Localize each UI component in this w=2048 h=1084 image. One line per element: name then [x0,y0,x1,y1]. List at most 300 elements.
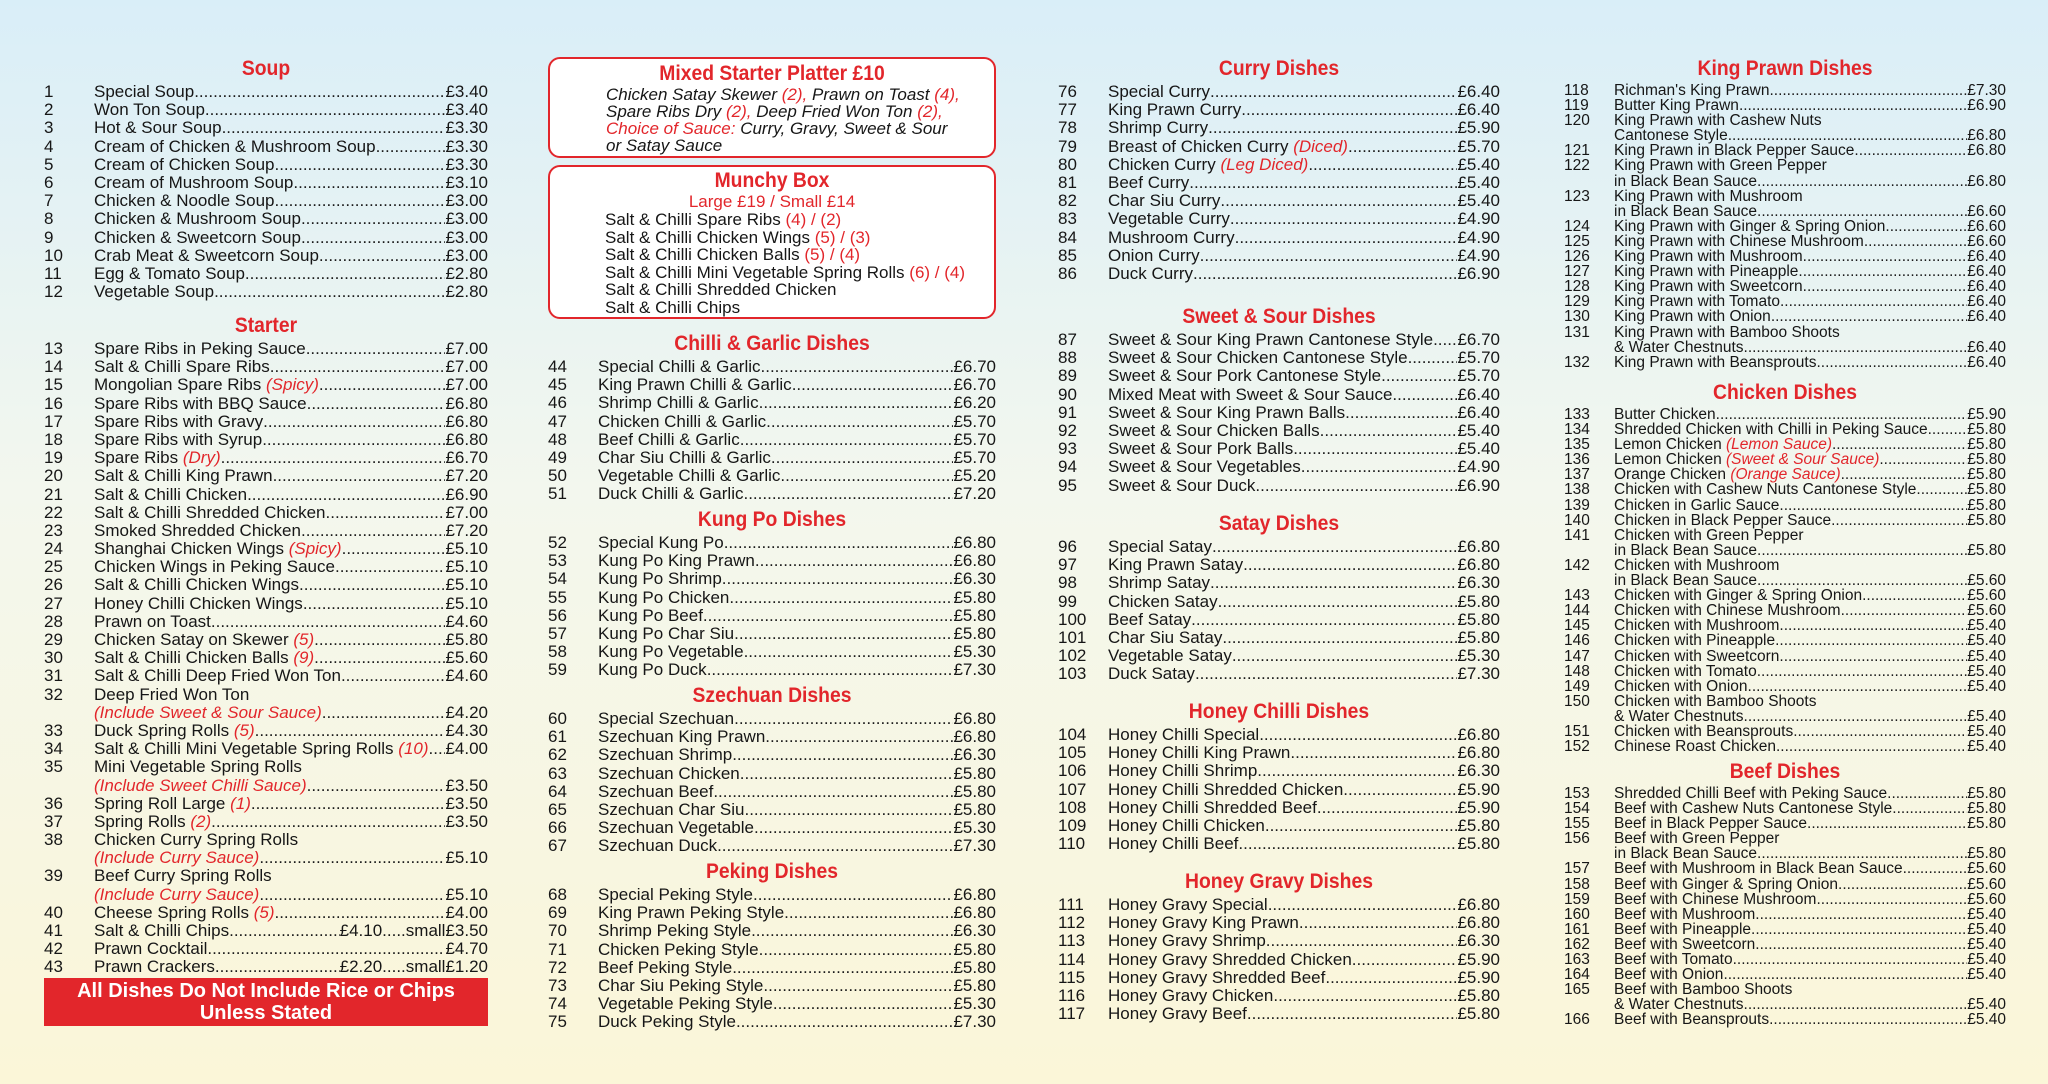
item-line [1108,404,1500,422]
item-line [94,740,488,758]
item-name: Salt & Chilli Spare Ribs [94,357,270,377]
menu-item [44,486,488,504]
item-name: Salt & Chilli Chicken [94,484,248,504]
item-line [1108,611,1500,629]
item-number: 145 [1564,617,1590,635]
menu-item [548,485,996,503]
item-body [598,661,996,679]
item-line [1614,618,2006,633]
item-line [94,247,488,265]
item-number: 138 [1564,481,1590,499]
item-name: Mushroom Curry [1108,227,1235,247]
item-line [94,210,488,228]
item-number: 113 [1058,931,1086,951]
item-price: £5.10 [445,884,488,904]
dot-leader [255,722,446,740]
item-line [1614,309,2006,324]
item-price: £5.10 [445,557,488,577]
item-line [1108,138,1500,156]
item-price: £5.40 [1457,191,1500,211]
item-number: 36 [44,793,63,813]
item-number: 126 [1564,248,1590,266]
item-price: £5.60 [1967,875,2006,893]
item-line [1614,98,2006,113]
item-number: 90 [1058,384,1077,404]
menu-item [1058,440,1500,458]
item-body [1108,422,1500,440]
item-body [1614,513,2006,528]
item-price: £5.80 [1967,845,2006,863]
item-body [1614,309,2006,324]
dot-leader [1916,482,1967,497]
section-title-beef: Beef Dishes [1729,760,1841,783]
dot-leader [194,83,445,101]
item-line [1108,951,1500,969]
dot-leader [1864,234,1967,249]
item-line [1108,799,1500,817]
item-price: £5.80 [953,799,996,819]
item-body [1614,831,2006,861]
item-line [598,922,996,940]
item-body [598,922,996,940]
item-name: Chicken in Black Pepper Sauce [1614,511,1832,529]
menu-item [44,119,488,137]
item-body [598,358,996,376]
dot-leader [1299,914,1458,932]
item-body [1108,101,1500,119]
item-number: 146 [1564,632,1590,650]
item-body [1614,498,2006,513]
dot-leader [755,552,954,570]
item-number: 165 [1564,981,1590,999]
item-line [1614,952,2006,967]
item-price: £3.50 [445,921,488,941]
section-title-chilli-garlic: Chilli & Garlic Dishes [674,332,870,355]
item-number: 81 [1058,172,1077,192]
menu-item [548,783,996,801]
dot-leader [1189,174,1457,192]
dot-leader [1757,664,1967,679]
dot-leader [322,704,446,722]
dot-leader [766,413,953,431]
item-line [1614,801,2006,816]
item-number: 10 [44,245,63,265]
item-line [1614,633,2006,648]
item-price: £5.80 [1457,815,1500,835]
item-price: £4.00 [445,739,488,759]
curry-list [1058,83,1500,283]
item-line [1108,896,1500,914]
item-line [598,904,996,922]
item-line [94,540,488,558]
dot-leader [307,777,446,795]
item-price: £5.80 [1967,511,2006,529]
menu-item [1058,101,1500,119]
item-number: 132 [1564,353,1590,371]
item-number: 91 [1058,402,1077,422]
item-number: 83 [1058,209,1077,229]
dot-leader [1757,174,1967,189]
item-price: £3.50 [445,775,488,795]
item-number: 17 [44,411,63,431]
menu-item [1058,762,1500,780]
item-name: Sweet & Sour Chicken Cantonese Style [1108,348,1408,368]
item-name: Deep Fried Won Ton [94,684,250,704]
dot-leader [326,504,446,522]
item-line [598,837,996,855]
item-name: Beef Peking Style [598,957,733,977]
item-price: £5.70 [1457,348,1500,368]
item-number: 137 [1564,466,1590,484]
item-name: Chicken with Onion [1614,677,1748,695]
item-price: £7.00 [445,375,488,395]
dot-leader [1769,1012,1967,1027]
item-line [94,886,488,904]
dot-leader [1862,588,1967,603]
menu-item [44,795,488,813]
item-body [1614,219,2006,234]
item-body [1614,861,2006,876]
menu-item [44,813,488,831]
item-name: Prawn on Toast [94,611,211,631]
item-name: Chicken Satay [1108,591,1218,611]
item-price: £4.60 [445,666,488,686]
item-body [1614,633,2006,648]
item-note: (5) [253,902,275,922]
dot-leader [1775,633,1967,648]
item-price: £5.70 [953,429,996,449]
item-name: Honey Gravy Chicken [1108,985,1274,1005]
menu-item [44,247,488,265]
item-body [598,941,996,959]
item-number: 134 [1564,421,1590,439]
item-number: 49 [548,447,567,467]
item-price: £6.40 [1967,263,2006,281]
item-price: £5.80 [1457,627,1500,647]
item-number: 41 [44,921,63,941]
dot-leader [740,765,954,783]
item-body [94,740,488,758]
menu-item [1564,83,2006,98]
chilli-garlic-list [548,358,996,504]
item-line [598,534,996,552]
item-name: Spare Ribs in Peking Sauce [94,339,306,358]
item-price: £5.30 [1457,646,1500,666]
item-line [1108,538,1500,556]
menu-item [1564,801,2006,816]
item-number: 3 [44,118,54,138]
item-body [598,710,996,728]
dot-leader [1257,762,1457,780]
dot-leader [1744,340,1968,355]
item-line [94,486,488,504]
menu-item [1058,458,1500,476]
item-line [1614,294,2006,309]
dot-leader [1832,437,1967,452]
menu-item [1058,477,1500,495]
item-name: Szechuan Vegetable [598,818,754,838]
item-number: 112 [1058,913,1086,933]
item-price: £6.80 [445,393,488,413]
munchy-sizes: Large £19 / Small £14 [688,192,856,211]
item-name: Sweet & Sour Vegetables [1108,457,1301,477]
item-note: (5) [233,720,255,740]
dot-leader [1392,386,1457,404]
item-name: Butter King Prawn [1614,97,1739,115]
item-number: 108 [1058,797,1087,817]
item-price: £5.10 [445,848,488,868]
dot-leader [773,995,954,1013]
item-body [598,625,996,643]
item-name: King Prawn Satay [1108,555,1244,575]
item-line [1614,649,2006,664]
munchy-item [550,264,994,282]
item-body [1614,801,2006,816]
menu-item [548,995,996,1013]
item-line-1 [1614,325,2006,340]
item-number: 82 [1058,191,1077,211]
item-name: Szechuan Shrimp [598,745,733,765]
item-line [1614,340,2006,355]
section-title-peking: Peking Dishes [705,860,839,883]
menu-item [44,722,488,740]
menu-item [1058,331,1500,349]
item-price: £6.90 [1457,475,1500,495]
item-number: 136 [1564,451,1590,469]
item-line [94,431,488,449]
dot-leader [1266,932,1458,950]
item-note: (Diced) [1293,136,1348,156]
dot-leader [301,210,446,228]
item-name: Vegetable Curry [1108,209,1230,229]
item-line [598,643,996,661]
menu-item [1564,649,2006,664]
item-number: 63 [548,763,567,783]
item-name: Sweet & Sour Chicken Balls [1108,420,1320,440]
item-number: 62 [548,745,567,765]
item-price: £6.40 [1457,82,1500,101]
dot-leader [759,941,954,959]
menu-item [44,540,488,558]
item-line-1 [1614,558,2006,573]
item-price: £5.40 [1457,172,1500,192]
item-number: 149 [1564,677,1590,695]
item-price: £7.30 [953,836,996,856]
item-price: £6.80 [1457,913,1500,933]
item-price: £5.10 [445,539,488,559]
item-price: £5.40 [1967,707,2006,725]
item-body [94,156,488,174]
item-name: King Prawn with Bamboo Shoots [1614,323,1840,341]
item-price: £6.40 [1457,402,1500,422]
dot-leader [1320,422,1458,440]
item-price: £6.60 [1967,217,2006,235]
menu-item [1564,967,2006,982]
item-body [1108,192,1500,210]
menu-item [1564,1012,2006,1027]
item-body [598,449,996,467]
item-body [598,589,996,607]
item-line [1108,1005,1500,1023]
dot-leader [259,849,445,867]
menu-item [44,922,488,940]
item-line [1614,204,2006,219]
item-body [1614,1012,2006,1027]
item-name: King Prawn with Beansprouts [1614,353,1817,371]
item-price: £5.80 [445,630,488,649]
item-line [1614,219,2006,234]
item-name: Char Siu Peking Style [598,975,764,995]
item-number: 143 [1564,587,1590,605]
item-line [94,849,488,867]
menu-item [44,449,488,467]
item-name: Vegetable Soup [94,282,215,302]
munchy-item-name: Salt & Chilli Chicken Balls [605,245,800,265]
item-name: Salt & Chilli Chips [94,921,230,941]
item-line [1614,816,2006,831]
item-line [1614,1012,2006,1027]
item-line [1614,907,2006,922]
menu-item [1564,219,2006,234]
item-body [598,552,996,570]
item-body [1108,247,1500,265]
menu-item [1058,896,1500,914]
item-body [1614,422,2006,437]
item-name: King Prawn with Pineapple [1614,263,1799,281]
item-number: 129 [1564,293,1590,311]
item-number: 79 [1058,136,1077,156]
item-price: £6.80 [1967,172,2006,190]
item-body [1108,914,1500,932]
item-price: £5.80 [1967,496,2006,514]
dot-leader [792,376,954,394]
munchy-item-qty: (4) / (2) [785,210,842,229]
item-line [1108,83,1500,101]
item-price: £7.30 [953,660,996,680]
dot-leader [1343,781,1457,799]
item-line [1108,593,1500,611]
item-price: £5.30 [953,642,996,662]
item-name: Chicken Peking Style [598,939,759,959]
dot-leader [335,558,445,576]
item-line [598,431,996,449]
item-number: 154 [1564,800,1590,818]
item-price: £5.40 [1967,1011,2006,1029]
dot-leader [1831,513,1967,528]
item-name: Chinese Roast Chicken [1614,738,1776,756]
item-name: Char Siu Curry [1108,191,1221,211]
item-name: Cream of Chicken Soup [94,154,275,174]
item-body [1108,458,1500,476]
menu-item [44,613,488,631]
dot-leader [736,1013,954,1031]
item-name: Szechuan King Prawn [598,727,766,747]
item-body [94,576,488,594]
menu-item [44,904,488,922]
item-name: Kung Po Chicken [598,587,730,607]
item-price: £5.80 [1457,834,1500,854]
item-price: £7.20 [445,466,488,486]
item-name: Chicken with Sweetcorn [1614,647,1780,665]
item-name: Crab Meat & Sweetcorn Soup [94,245,319,265]
item-line [1614,407,2006,422]
item-price: £6.20 [953,393,996,413]
item-number: 155 [1564,815,1590,833]
menu-item [548,358,996,376]
dot-leader [1200,247,1458,265]
menu-item [1564,294,2006,309]
item-body [598,837,996,855]
menu-item [1058,817,1500,835]
item-name: Richman's King Prawn [1614,82,1770,99]
item-line [94,174,488,192]
menu-item [1058,611,1500,629]
item-price: £6.30 [1457,573,1500,593]
dot-leader [1854,143,1967,158]
dot-leader [1816,892,1967,907]
dot-leader [734,625,953,643]
item-number: 88 [1058,348,1077,368]
item-line [1108,349,1500,367]
menu-item [548,552,996,570]
item-number: 142 [1564,556,1590,574]
item-body [1108,611,1500,629]
item-price: £5.40 [1967,996,2006,1014]
menu-item [44,101,488,119]
dot-leader [1308,156,1457,174]
item-price: £5.40 [1967,966,2006,984]
kung-po-list [548,534,996,680]
item-line [598,819,996,837]
item-body [1614,279,2006,294]
item-body [1108,156,1500,174]
menu-item [44,229,488,247]
item-price: £5.80 [953,939,996,959]
szechuan-section [548,684,996,856]
item-body [1108,593,1500,611]
item-number: 34 [44,739,63,759]
item-price: £6.80 [1457,537,1500,556]
item-note: (Include Sweet Chilli Sauce) [94,775,307,795]
item-name: Beef with Green Pepper [1614,830,1780,848]
dot-leader [1748,679,1968,694]
item-line-1 [94,686,488,704]
menu-item [548,467,996,485]
item-body [1614,294,2006,309]
dot-leader [732,746,953,764]
dot-leader [301,229,446,247]
item-price: £6.80 [953,533,996,552]
menu-item [1058,386,1500,404]
dot-leader [275,192,446,210]
item-name: Onion Curry [1108,245,1200,265]
item-name-cont: & Water Chestnuts [1614,996,1744,1014]
item-name: Won Ton Soup [94,100,205,120]
item-number: 58 [548,642,567,662]
menu-item [44,340,488,358]
menu-item [44,174,488,192]
menu-item [44,467,488,485]
item-name: Chicken Satay on Skewer [94,630,289,649]
item-name: Shredded Chicken with Chilli in Peking Sauce [1614,421,1928,439]
item-body [94,210,488,228]
item-body [94,174,488,192]
item-price: £5.90 [1457,118,1500,138]
item-body [1614,588,2006,603]
item-body [1614,189,2006,219]
item-price: £4.20 [445,702,488,722]
menu-item [44,283,488,301]
